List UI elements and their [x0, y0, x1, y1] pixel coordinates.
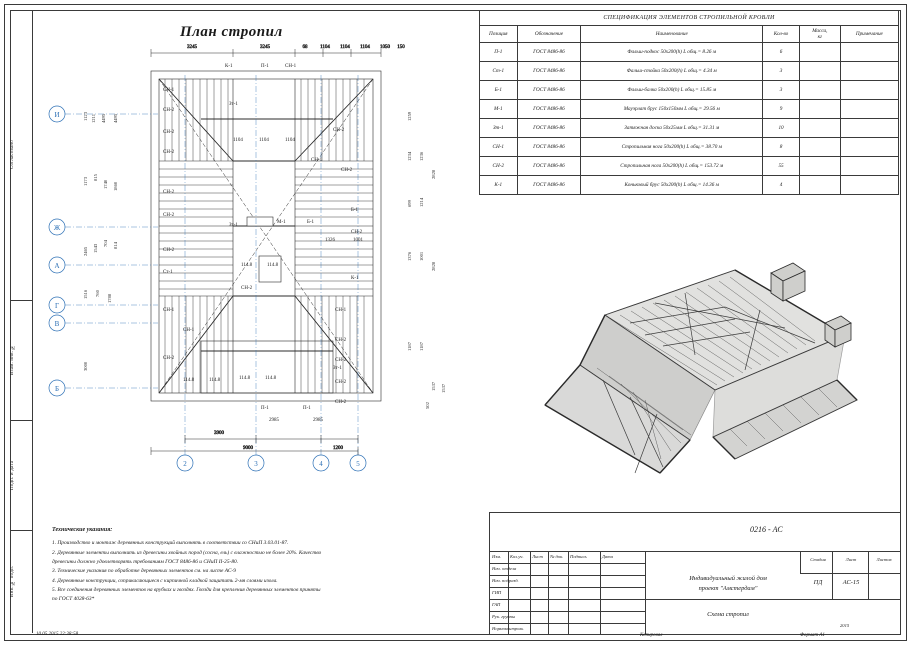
object-name-line2: проект "Амстердам" — [698, 585, 758, 592]
svg-text:1104: 1104 — [360, 45, 370, 50]
table-row — [480, 43, 899, 62]
spec-col-note: Примечание — [840, 26, 898, 43]
technical-note-1: 1. Производство и монтаж деревянных конструкций выполнять в соответствии со СНиП 3.03.01-87. — [52, 540, 289, 547]
format-note: Формат А1 — [800, 633, 825, 638]
spec-col-qty: Кол-во — [763, 26, 800, 43]
svg-text:П-1: П-1 — [261, 64, 269, 69]
sheet-value: АС-15 — [842, 579, 860, 586]
spec-cell-name: Коньковый брус 50х200(h) L общ.= 14.36 м — [581, 176, 763, 195]
spec-cell-position: П-1 — [480, 43, 518, 62]
svg-text:3900: 3900 — [214, 431, 224, 436]
svg-text:1001: 1001 — [353, 238, 363, 243]
spec-cell-code: ГОСТ 8486-86 — [517, 119, 581, 138]
specification-table — [479, 11, 899, 195]
spec-cell-mass — [799, 100, 840, 119]
svg-text:1236: 1236 — [419, 151, 424, 161]
svg-text:1104: 1104 — [285, 138, 295, 143]
svg-text:2985: 2985 — [269, 418, 279, 423]
spec-cell-position: К-1 — [480, 176, 518, 195]
spec-cell-note — [840, 176, 898, 195]
spec-cell-name: Стропильная нога 50х200(h) L общ.= 153.72 м — [581, 157, 763, 176]
svg-text:Б-1: Б-1 — [307, 220, 315, 225]
spec-cell-position: М-1 — [480, 100, 518, 119]
svg-text:1187: 1187 — [407, 341, 412, 351]
plan-svg — [33, 11, 473, 511]
revision-col-list: Лист — [532, 554, 543, 559]
svg-text:СН-1: СН-1 — [335, 308, 347, 313]
spec-cell-note — [840, 62, 898, 81]
technical-note-2b: древесины должно удовлетворять требованиям ГОСТ 8486-86 и СНиП II-25-80. — [52, 558, 239, 565]
spec-cell-mass — [799, 176, 840, 195]
spec-cell-note — [840, 100, 898, 119]
svg-text:СН-2: СН-2 — [335, 338, 347, 343]
spec-cell-code: ГОСТ 8486-86 — [517, 81, 581, 100]
svg-text:СН-1: СН-1 — [163, 88, 175, 93]
stamp-label-vzam: Взам. инв. № — [10, 344, 15, 376]
document-code: 0216 - АС — [750, 525, 783, 534]
svg-text:СН-1: СН-1 — [183, 328, 195, 333]
spec-cell-code: ГОСТ 8486-86 — [517, 62, 581, 81]
spec-cell-qty: 55 — [763, 157, 800, 176]
specification-title: СПЕЦИФИКАЦИЯ ЭЛЕМЕНТОВ СТРОПИЛЬНОЙ КРОВЛИ — [480, 11, 899, 26]
svg-text:704: 704 — [103, 240, 108, 247]
svg-text:2: 2 — [183, 460, 187, 468]
spec-cell-mass — [799, 43, 840, 62]
svg-text:СН-2: СН-2 — [163, 356, 175, 361]
svg-text:И: И — [54, 111, 60, 119]
spec-cell-position: Ст-1 — [480, 62, 518, 81]
svg-text:1788: 1788 — [107, 293, 112, 303]
plan-title: План стропил — [180, 24, 283, 40]
stage-label: Стадия — [810, 557, 826, 562]
svg-text:1123: 1123 — [83, 111, 88, 121]
spec-cell-position: СН-1 — [480, 138, 518, 157]
svg-text:1537: 1537 — [431, 381, 436, 391]
technical-note-4: 4. Деревянные конструкции, соприкасающиеся с кирпичной кладкой защитить 2-мя слоями изола. — [52, 577, 278, 584]
svg-text:1860: 1860 — [113, 181, 118, 191]
technical-note-2: 2. Деревянные элементы выполнить из древесины хвойных пород (сосна, ель) с влажностью не более 20%. Качество — [52, 549, 322, 556]
revision-col-izm: Изм. — [492, 554, 502, 559]
spec-col-position: Позиция — [480, 26, 518, 43]
svg-text:4495: 4495 — [101, 113, 106, 123]
svg-text:1001: 1001 — [419, 251, 424, 261]
stage-value: ПД — [813, 579, 823, 586]
svg-text:1214: 1214 — [419, 197, 424, 207]
svg-text:П-1: П-1 — [261, 406, 269, 411]
svg-text:СН-2: СН-2 — [333, 128, 345, 133]
svg-text:Ст-1: Ст-1 — [163, 270, 173, 275]
svg-text:Г: Г — [54, 302, 60, 310]
svg-text:1104: 1104 — [233, 138, 243, 143]
title-block — [489, 512, 901, 635]
svg-text:5: 5 — [356, 460, 360, 468]
spec-cell-note — [840, 119, 898, 138]
svg-text:1234: 1234 — [407, 151, 412, 161]
spec-cell-name: Фальш-стойка 50х200(h) L общ.= 4.34 м — [581, 62, 763, 81]
svg-text:М-1: М-1 — [277, 220, 286, 225]
spec-cell-mass — [799, 119, 840, 138]
stamp-label-inv-podp: Инв. № подп. — [10, 565, 15, 598]
spec-cell-mass — [799, 157, 840, 176]
svg-text:СН-2: СН-2 — [351, 230, 363, 235]
spec-cell-note — [840, 157, 898, 176]
table-row — [480, 138, 899, 157]
technical-notes-title: Технические указания: — [52, 527, 113, 533]
spec-cell-note — [840, 138, 898, 157]
svg-text:502: 502 — [425, 402, 430, 409]
spec-cell-note — [840, 43, 898, 62]
svg-text:4: 4 — [319, 460, 323, 468]
svg-text:СН-2: СН-2 — [335, 380, 347, 385]
svg-text:68: 68 — [302, 45, 308, 50]
svg-text:2465: 2465 — [83, 246, 88, 256]
revision-col-ndok: № док. — [550, 554, 564, 559]
svg-text:3245: 3245 — [260, 45, 270, 50]
svg-text:1516: 1516 — [83, 289, 88, 299]
spec-cell-qty: 6 — [763, 43, 800, 62]
table-row — [480, 100, 899, 119]
spec-cell-position: СН-2 — [480, 157, 518, 176]
svg-text:СН-2: СН-2 — [241, 286, 253, 291]
spec-cell-code: ГОСТ 8486-86 — [517, 138, 581, 157]
svg-text:СН-2: СН-2 — [163, 190, 175, 195]
svg-text:114.8: 114.8 — [183, 378, 195, 383]
svg-text:1104: 1104 — [259, 138, 269, 143]
svg-text:114.8: 114.8 — [265, 376, 277, 381]
revision-col-koluch: Кол.уч. — [510, 554, 524, 559]
svg-text:114.8: 114.8 — [239, 376, 251, 381]
table-row — [480, 176, 899, 195]
svg-text:1259: 1259 — [407, 111, 412, 121]
spec-cell-qty: 10 — [763, 119, 800, 138]
svg-text:2828: 2828 — [431, 169, 436, 179]
stamp-label-podp-data: Подп. и дата — [10, 460, 15, 490]
spec-cell-mass — [799, 138, 840, 157]
svg-text:699: 699 — [407, 200, 412, 207]
svg-text:А: А — [54, 262, 60, 270]
spec-cell-note — [840, 81, 898, 100]
svg-text:СН-2: СН-2 — [335, 358, 347, 363]
svg-text:К-1: К-1 — [351, 276, 359, 281]
svg-text:СН-2: СН-2 — [163, 150, 175, 155]
role-gip: ГИП — [492, 590, 502, 595]
svg-text:Зт-1: Зт-1 — [229, 102, 238, 107]
stamp-label-soglasovano: Согласовано — [10, 140, 15, 170]
svg-text:3: 3 — [254, 460, 258, 468]
svg-text:760: 760 — [95, 290, 100, 297]
table-row — [480, 81, 899, 100]
table-row — [480, 62, 899, 81]
spec-cell-name: Мауэрлат брус 150х150мм L общ.= 29.56 м — [581, 100, 763, 119]
svg-text:Зт-1: Зт-1 — [333, 366, 342, 371]
svg-text:1104: 1104 — [320, 45, 330, 50]
svg-text:Б-1: Б-1 — [351, 208, 359, 213]
spec-cell-code: ГОСТ 8486-86 — [517, 100, 581, 119]
svg-text:СН-2: СН-2 — [163, 108, 175, 113]
svg-text:1376: 1376 — [407, 251, 412, 261]
svg-text:1050: 1050 — [380, 45, 390, 50]
spec-cell-name: Фальш-подкос 50х200(h) L общ.= 8.26 м — [581, 43, 763, 62]
svg-text:814: 814 — [113, 242, 118, 249]
svg-text:1326: 1326 — [325, 238, 335, 243]
spec-cell-position: Б-1 — [480, 81, 518, 100]
spec-cell-qty: 3 — [763, 62, 800, 81]
svg-text:1173: 1173 — [83, 176, 88, 186]
technical-note-3: 3. Технические указания по обработке деревянных элементов см. на листе АС-9 — [52, 568, 236, 575]
svg-text:К-1: К-1 — [225, 64, 233, 69]
spec-cell-code: ГОСТ 8486-86 — [517, 176, 581, 195]
spec-cell-qty: 8 — [763, 138, 800, 157]
svg-text:СН-1: СН-1 — [163, 308, 175, 313]
role-nach-otdela: Нач. отдела — [492, 566, 517, 571]
year-value: 2015 — [840, 623, 850, 628]
svg-text:СН-2: СН-2 — [335, 400, 347, 405]
spec-col-name: Наименование — [581, 26, 763, 43]
revision-col-data: Дата — [602, 554, 613, 559]
sheet-label: Лист — [845, 557, 857, 562]
svg-text:1537: 1537 — [441, 383, 446, 393]
role-ruk-gruppy: Рук. группы — [492, 614, 516, 619]
technical-note-5b: по ГОСТ 4028-63* — [52, 596, 95, 603]
spec-cell-mass — [799, 81, 840, 100]
svg-text:П-1: П-1 — [303, 406, 311, 411]
svg-text:114.8: 114.8 — [267, 263, 279, 268]
svg-text:СН-2: СН-2 — [163, 248, 175, 253]
left-stamp-column — [10, 10, 33, 633]
copy-note: Копировал — [640, 633, 663, 638]
spec-cell-name: Фальш-балка 50х200(h) L общ.= 15.85 м — [581, 81, 763, 100]
spec-cell-name: Стропильная нога 50х200(h) L общ.= 38.70 м — [581, 138, 763, 157]
spec-cell-mass — [799, 62, 840, 81]
spec-cell-position: Зт-1 — [480, 119, 518, 138]
svg-text:4495: 4495 — [113, 113, 118, 123]
role-normokontrol: Нормоконтроль — [492, 626, 524, 631]
svg-text:Ж: Ж — [53, 224, 61, 232]
roof-rafter-plan — [33, 11, 473, 511]
spec-cell-qty: 3 — [763, 81, 800, 100]
sheets-label: Листов — [876, 557, 892, 562]
object-name-line1: Индивидуальный жилой дом — [689, 575, 767, 582]
technical-notes — [52, 525, 452, 604]
spec-cell-code: ГОСТ 8486-86 — [517, 43, 581, 62]
svg-text:815: 815 — [93, 174, 98, 181]
svg-text:3000: 3000 — [83, 361, 88, 371]
svg-text:3245: 3245 — [187, 45, 197, 50]
svg-text:Зт-1: Зт-1 — [229, 223, 238, 228]
svg-text:2985: 2985 — [313, 418, 323, 423]
table-row — [480, 157, 899, 176]
roof-3d-svg — [485, 215, 895, 500]
spec-col-mass: Масса, кг — [799, 26, 840, 43]
svg-text:1211: 1211 — [91, 113, 96, 123]
svg-text:1543: 1543 — [93, 243, 98, 253]
svg-text:2828: 2828 — [431, 261, 436, 271]
svg-text:СН-2: СН-2 — [163, 130, 175, 135]
spec-cell-qty: 9 — [763, 100, 800, 119]
spec-cell-name: Затяжная доска 50х25мм L общ.= 31.31 м — [581, 119, 763, 138]
svg-text:СН-2: СН-2 — [341, 168, 353, 173]
table-row — [480, 119, 899, 138]
svg-text:150: 150 — [397, 45, 405, 50]
svg-text:1104: 1104 — [340, 45, 350, 50]
svg-text:1187: 1187 — [419, 341, 424, 351]
spec-cell-qty: 4 — [763, 176, 800, 195]
role-gap: ГАП — [492, 602, 501, 607]
svg-text:СН-1: СН-1 — [285, 64, 297, 69]
role-nach-podrazd: Нач. подразд. — [492, 578, 519, 583]
technical-note-5: 5. Все соединения деревянных элементов на врубках и гвоздях. Гвозди для крепления деревянных элементов приняты — [52, 586, 321, 593]
svg-text:СН-2: СН-2 — [163, 213, 175, 218]
roof-3d-view — [485, 215, 895, 500]
svg-text:114.8: 114.8 — [241, 263, 253, 268]
svg-text:В: В — [54, 320, 60, 328]
svg-text:1740: 1740 — [103, 179, 108, 189]
drawing-name: Схема стропил — [707, 611, 749, 618]
spec-cell-code: ГОСТ 8486-86 — [517, 157, 581, 176]
svg-text:СН-1: СН-1 — [311, 158, 323, 163]
svg-text:Б: Б — [54, 385, 60, 393]
print-timestamp: 10.05.2015 22:38:58 — [36, 632, 79, 637]
spec-col-code: Обозначение — [517, 26, 581, 43]
svg-text:1200: 1200 — [333, 446, 343, 451]
svg-text:9000: 9000 — [243, 446, 253, 451]
revision-col-podpis: Подпись — [570, 554, 587, 559]
svg-text:114.8: 114.8 — [209, 378, 221, 383]
